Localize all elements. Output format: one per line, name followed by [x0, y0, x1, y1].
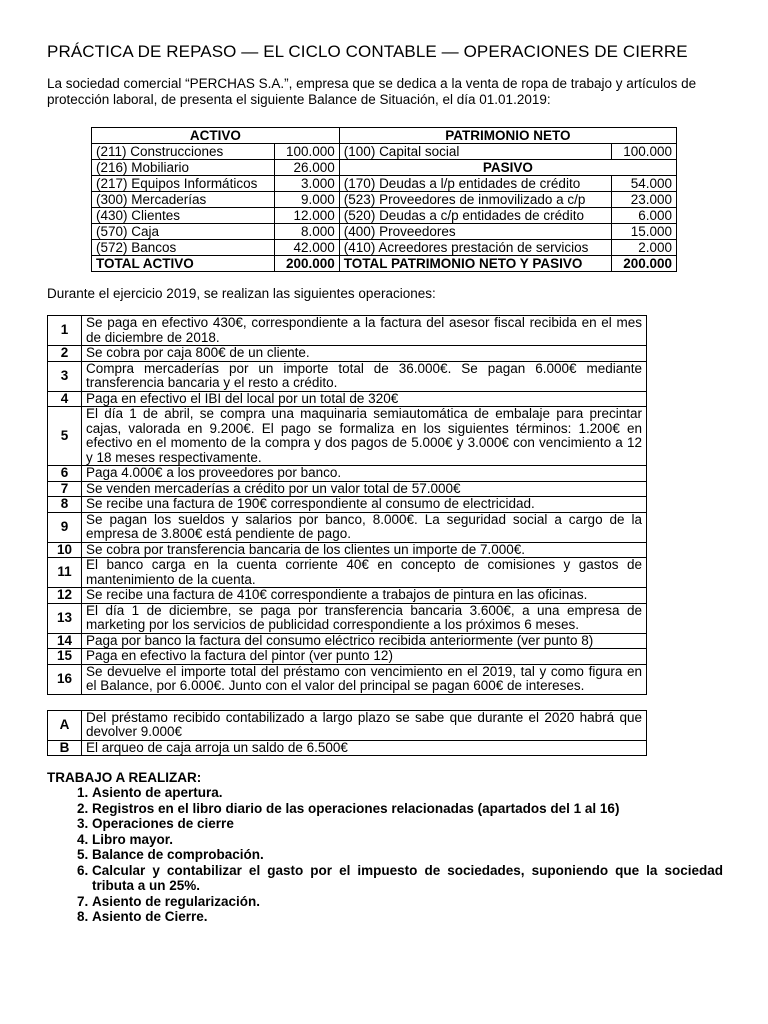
balance-row	[92, 192, 677, 208]
patrimonio-neto-header: PATRIMONIO NETO	[339, 128, 676, 144]
operation-number: 11	[48, 558, 82, 588]
balance-row	[92, 240, 677, 256]
operation-row	[48, 466, 647, 482]
operation-row	[48, 664, 647, 694]
pasivo-account: (170) Deudas a l/p entidades de crédito	[339, 176, 611, 192]
operation-number: 9	[48, 512, 82, 542]
activo-account: (216) Mobiliario	[92, 160, 275, 176]
task-item: 2. Registros en el libro diario de las operaciones relacionadas (apartados del 1 al 16)	[92, 801, 723, 817]
activo-account: (572) Bancos	[92, 240, 275, 256]
task-item: 5. Balance de comprobación.	[92, 847, 723, 863]
operations-table	[47, 315, 647, 695]
operation-row	[48, 649, 647, 665]
operation-row	[48, 316, 647, 346]
pasivo-amount: 6.000	[612, 208, 677, 224]
pasivo-account: (520) Deudas a c/p entidades de crédito	[339, 208, 611, 224]
notes-table	[47, 710, 647, 757]
operation-text: Se recibe una factura de 410€ correspondiente a trabajos de pintura en las oficinas.	[82, 588, 647, 604]
pasivo-account: (100) Capital social	[339, 144, 611, 160]
pasivo-header: PASIVO	[339, 160, 676, 176]
activo-amount: 26.000	[274, 160, 339, 176]
operation-text: Compra mercaderías por un importe total de 36.000€. Se pagan 6.000€ mediante transferencia bancaria y el resto a crédito.	[82, 361, 647, 391]
intro-paragraph: La sociedad comercial “PERCHAS S.A.”, empresa que se dedica a la venta de ropa de trabajo y artículos de protección laboral, de presenta el siguiente Balance de Situación, el día 01.01.2019:	[47, 76, 697, 107]
task-item: 8. Asiento de Cierre.	[92, 909, 723, 925]
activo-amount: 42.000	[274, 240, 339, 256]
balance-row	[92, 160, 677, 176]
operation-number: 6	[48, 466, 82, 482]
operation-row	[48, 407, 647, 466]
operation-text: El día 1 de abril, se compra una maquinaria semiautomática de embalaje para precintar cajas, valorada en 9.200€. El pago se formaliza en los siguientes términos: 1.200€ en efectivo en el momento de la compra y dos pagos de 5.000€ y 3.000€ con vencimiento a 12 y 18 meses respectivamente.	[82, 407, 647, 466]
operation-text: El día 1 de diciembre, se paga por transferencia bancaria 3.600€, a una empresa de marketing por los servicios de publicidad correspondiente a los próximos 6 meses.	[82, 603, 647, 633]
total-pnp-amount: 200.000	[612, 256, 677, 272]
operation-row	[48, 497, 647, 513]
operation-text: Paga por banco la factura del consumo eléctrico recibida anteriormente (ver punto 8)	[82, 633, 647, 649]
activo-amount: 100.000	[274, 144, 339, 160]
operation-number: 15	[48, 649, 82, 665]
balance-row	[92, 208, 677, 224]
operation-number: 16	[48, 664, 82, 694]
operation-number: 5	[48, 407, 82, 466]
operation-text: Paga en efectivo la factura del pintor (ver punto 12)	[82, 649, 647, 665]
activo-header: ACTIVO	[92, 128, 340, 144]
task-item: 4. Libro mayor.	[92, 832, 723, 848]
operation-row	[48, 481, 647, 497]
task-list	[47, 785, 723, 925]
operation-number: 10	[48, 542, 82, 558]
balance-header-row	[92, 128, 677, 144]
activo-account: (430) Clientes	[92, 208, 275, 224]
operation-row	[48, 558, 647, 588]
operation-row	[48, 588, 647, 604]
operation-number: 3	[48, 361, 82, 391]
operation-text: Se paga en efectivo 430€, correspondiente a la factura del asesor fiscal recibida en el mes de diciembre de 2018.	[82, 316, 647, 346]
total-activo-label: TOTAL ACTIVO	[92, 256, 275, 272]
operation-text: El banco carga en la cuenta corriente 40€ en concepto de comisiones y gastos de mantenimiento de la cuenta.	[82, 558, 647, 588]
operation-row	[48, 391, 647, 407]
total-activo-amount: 200.000	[274, 256, 339, 272]
activo-account: (570) Caja	[92, 224, 275, 240]
balance-sheet-table	[91, 127, 677, 272]
operation-text: Se recibe una factura de 190€ correspondiente al consumo de electricidad.	[82, 497, 647, 513]
activo-amount: 3.000	[274, 176, 339, 192]
document-title: PRÁCTICA DE REPASO — EL CICLO CONTABLE — OPERACIONES DE CIERRE	[47, 42, 688, 61]
pasivo-amount: 100.000	[612, 144, 677, 160]
pasivo-amount: 54.000	[612, 176, 677, 192]
operation-row	[48, 633, 647, 649]
balance-row	[92, 144, 677, 160]
operations-intro: Durante el ejercicio 2019, se realizan las siguientes operaciones:	[47, 286, 436, 301]
operation-text: Se venden mercaderías a crédito por un valor total de 57.000€	[82, 481, 647, 497]
pasivo-amount: 2.000	[612, 240, 677, 256]
pasivo-account: (400) Proveedores	[339, 224, 611, 240]
operation-text: Paga 4.000€ a los proveedores por banco.	[82, 466, 647, 482]
note-row	[48, 740, 647, 756]
operation-row	[48, 361, 647, 391]
operation-text: Paga en efectivo el IBI del local por un total de 320€	[82, 391, 647, 407]
operation-text: Se pagan los sueldos y salarios por banco, 8.000€. La seguridad social a cargo de la empresa de 3.800€ está pendiente de pago.	[82, 512, 647, 542]
activo-account: (300) Mercaderías	[92, 192, 275, 208]
balance-row	[92, 224, 677, 240]
task-item: 6. Calcular y contabilizar el gasto por el impuesto de sociedades, suponiendo que la sociedad tributa a un 25%.	[92, 863, 723, 894]
operation-number: 2	[48, 346, 82, 362]
balance-total-row	[92, 256, 677, 272]
balance-row	[92, 176, 677, 192]
activo-amount: 12.000	[274, 208, 339, 224]
operation-row	[48, 542, 647, 558]
operation-row	[48, 512, 647, 542]
note-letter: B	[48, 740, 82, 756]
activo-account: (211) Construcciones	[92, 144, 275, 160]
task-item: 7. Asiento de regularización.	[92, 894, 723, 910]
activo-amount: 9.000	[274, 192, 339, 208]
note-letter: A	[48, 710, 82, 740]
work-heading: TRABAJO A REALIZAR:	[47, 770, 202, 785]
note-text: Del préstamo recibido contabilizado a largo plazo se sabe que durante el 2020 habrá que devolver 9.000€	[82, 710, 647, 740]
operation-number: 13	[48, 603, 82, 633]
operation-number: 4	[48, 391, 82, 407]
pasivo-account: (410) Acreedores prestación de servicios	[339, 240, 611, 256]
task-item: 1. Asiento de apertura.	[92, 785, 723, 801]
operation-row	[48, 346, 647, 362]
operation-row	[48, 603, 647, 633]
note-text: El arqueo de caja arroja un saldo de 6.500€	[82, 740, 647, 756]
operation-text: Se cobra por caja 800€ de un cliente.	[82, 346, 647, 362]
pasivo-account: (523) Proveedores de inmovilizado a c/p	[339, 192, 611, 208]
activo-amount: 8.000	[274, 224, 339, 240]
activo-account: (217) Equipos Informáticos	[92, 176, 275, 192]
operation-number: 14	[48, 633, 82, 649]
operation-number: 8	[48, 497, 82, 513]
operation-text: Se cobra por transferencia bancaria de los clientes un importe de 7.000€.	[82, 542, 647, 558]
note-row	[48, 710, 647, 740]
operation-text: Se devuelve el importe total del préstamo con vencimiento en el 2019, tal y como figura en el Balance, por 6.000€. Junto con el valor del principal se pagan 600€ de intereses.	[82, 664, 647, 694]
operation-number: 1	[48, 316, 82, 346]
task-item: 3. Operaciones de cierre	[92, 816, 723, 832]
operation-number: 7	[48, 481, 82, 497]
pasivo-amount: 15.000	[612, 224, 677, 240]
total-pnp-label: TOTAL PATRIMONIO NETO Y PASIVO	[339, 256, 611, 272]
operation-number: 12	[48, 588, 82, 604]
pasivo-amount: 23.000	[612, 192, 677, 208]
